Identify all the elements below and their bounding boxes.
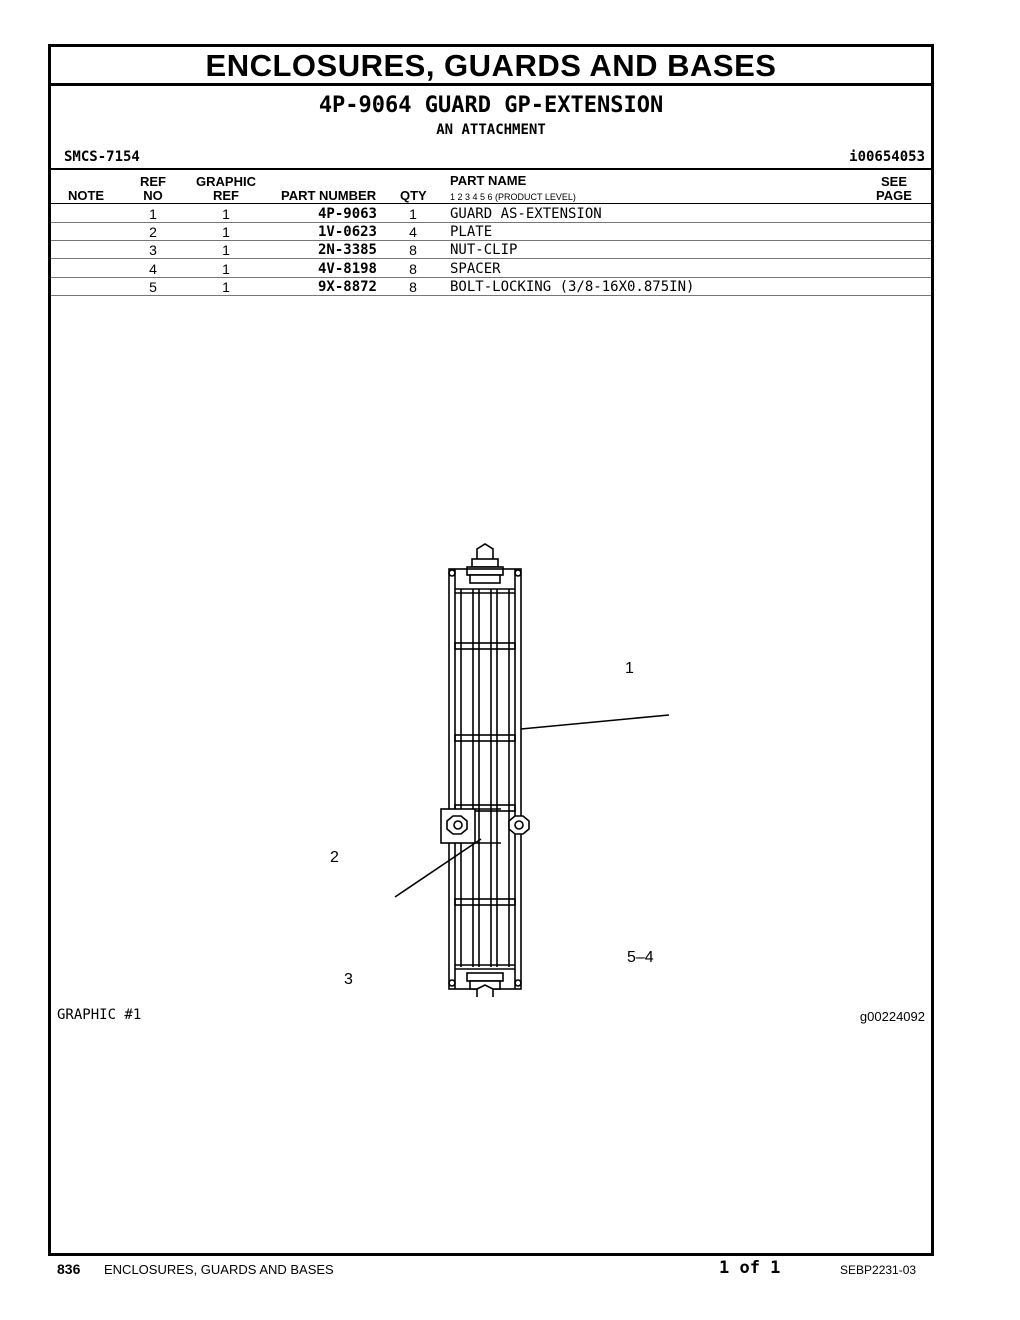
- part-number: 4V-8198: [317, 261, 377, 277]
- callout-5-4: 5–4: [627, 949, 654, 966]
- callout-2: 2: [330, 849, 339, 866]
- section-title: ENCLOSURES, GUARDS AND BASES: [51, 47, 931, 86]
- footer-document-id: SEBP2231-03: [840, 1263, 917, 1277]
- qty: 8: [409, 242, 417, 258]
- part-number: 2N-3385: [317, 242, 377, 258]
- leader-line-2: [395, 839, 481, 897]
- qty: 4: [409, 224, 417, 240]
- row-divider: [51, 240, 931, 241]
- part-name: PLATE: [450, 224, 493, 240]
- table-top-rule: [51, 168, 931, 170]
- row-divider: [51, 277, 931, 278]
- col-ref-top: REF: [140, 174, 166, 189]
- graphic-ref: 1: [222, 261, 230, 277]
- part-number: 4P-9063: [317, 206, 377, 222]
- ref-no: 2: [149, 224, 157, 240]
- part-name: NUT-CLIP: [450, 242, 518, 258]
- graphic-ref: 1: [222, 242, 230, 258]
- footer-section-title: ENCLOSURES, GUARDS AND BASES: [104, 1262, 334, 1277]
- callout-3: 3: [344, 971, 353, 988]
- ref-no: 4: [149, 261, 157, 277]
- page-frame: [48, 44, 934, 1256]
- graphic-ref: 1: [222, 224, 230, 240]
- graphic-id: g00224092: [859, 1009, 925, 1024]
- table-header-rule: [51, 203, 931, 204]
- guard-extension-illustration: [331, 537, 711, 997]
- top-bolt: [467, 544, 503, 583]
- row-divider: [51, 222, 931, 223]
- callout-1: 1: [625, 660, 634, 677]
- footer-page-number: 836: [57, 1261, 81, 1277]
- col-part-name: PART NAME: [450, 173, 527, 188]
- col-ref-bottom: NO: [143, 188, 163, 203]
- smcs-code: SMCS-7154: [64, 149, 140, 165]
- qty: 8: [409, 279, 417, 295]
- row-divider: [51, 295, 931, 296]
- row-divider: [51, 258, 931, 259]
- footer-page-of: 1 of 1: [719, 1258, 781, 1278]
- col-graphic-bottom: REF: [213, 188, 239, 203]
- part-name: GUARD AS-EXTENSION: [450, 206, 602, 222]
- graphic-label: GRAPHIC #1: [57, 1007, 142, 1023]
- qty: 8: [409, 261, 417, 277]
- part-subtitle: AN ATTACHMENT: [436, 122, 546, 138]
- bottom-bolt: [467, 973, 503, 997]
- ref-no: 5: [149, 279, 157, 295]
- ref-no: 3: [149, 242, 157, 258]
- part-name: BOLT-LOCKING (3/8-16X0.875IN): [450, 279, 695, 295]
- col-graphic-top: GRAPHIC: [196, 174, 256, 189]
- leader-line-1: [521, 715, 669, 729]
- col-part-number: PART NUMBER: [281, 188, 377, 203]
- part-title: 4P-9064 GUARD GP-EXTENSION: [318, 93, 664, 118]
- part-number: 1V-0623: [317, 224, 377, 240]
- col-product-level: 1 2 3 4 5 6 (PRODUCT LEVEL): [450, 192, 576, 202]
- illustration-id: i00654053: [849, 149, 925, 165]
- col-see-top: SEE: [880, 174, 907, 189]
- guard-frame: [449, 569, 521, 989]
- qty: 1: [409, 206, 417, 222]
- graphic-ref: 1: [222, 206, 230, 222]
- ref-no: 1: [149, 206, 157, 222]
- col-see-bottom: PAGE: [876, 188, 912, 203]
- graphic-ref: 1: [222, 279, 230, 295]
- part-name: SPACER: [450, 261, 501, 277]
- col-qty: QTY: [400, 188, 427, 203]
- col-note: NOTE: [67, 188, 105, 203]
- part-number: 9X-8872: [317, 279, 377, 295]
